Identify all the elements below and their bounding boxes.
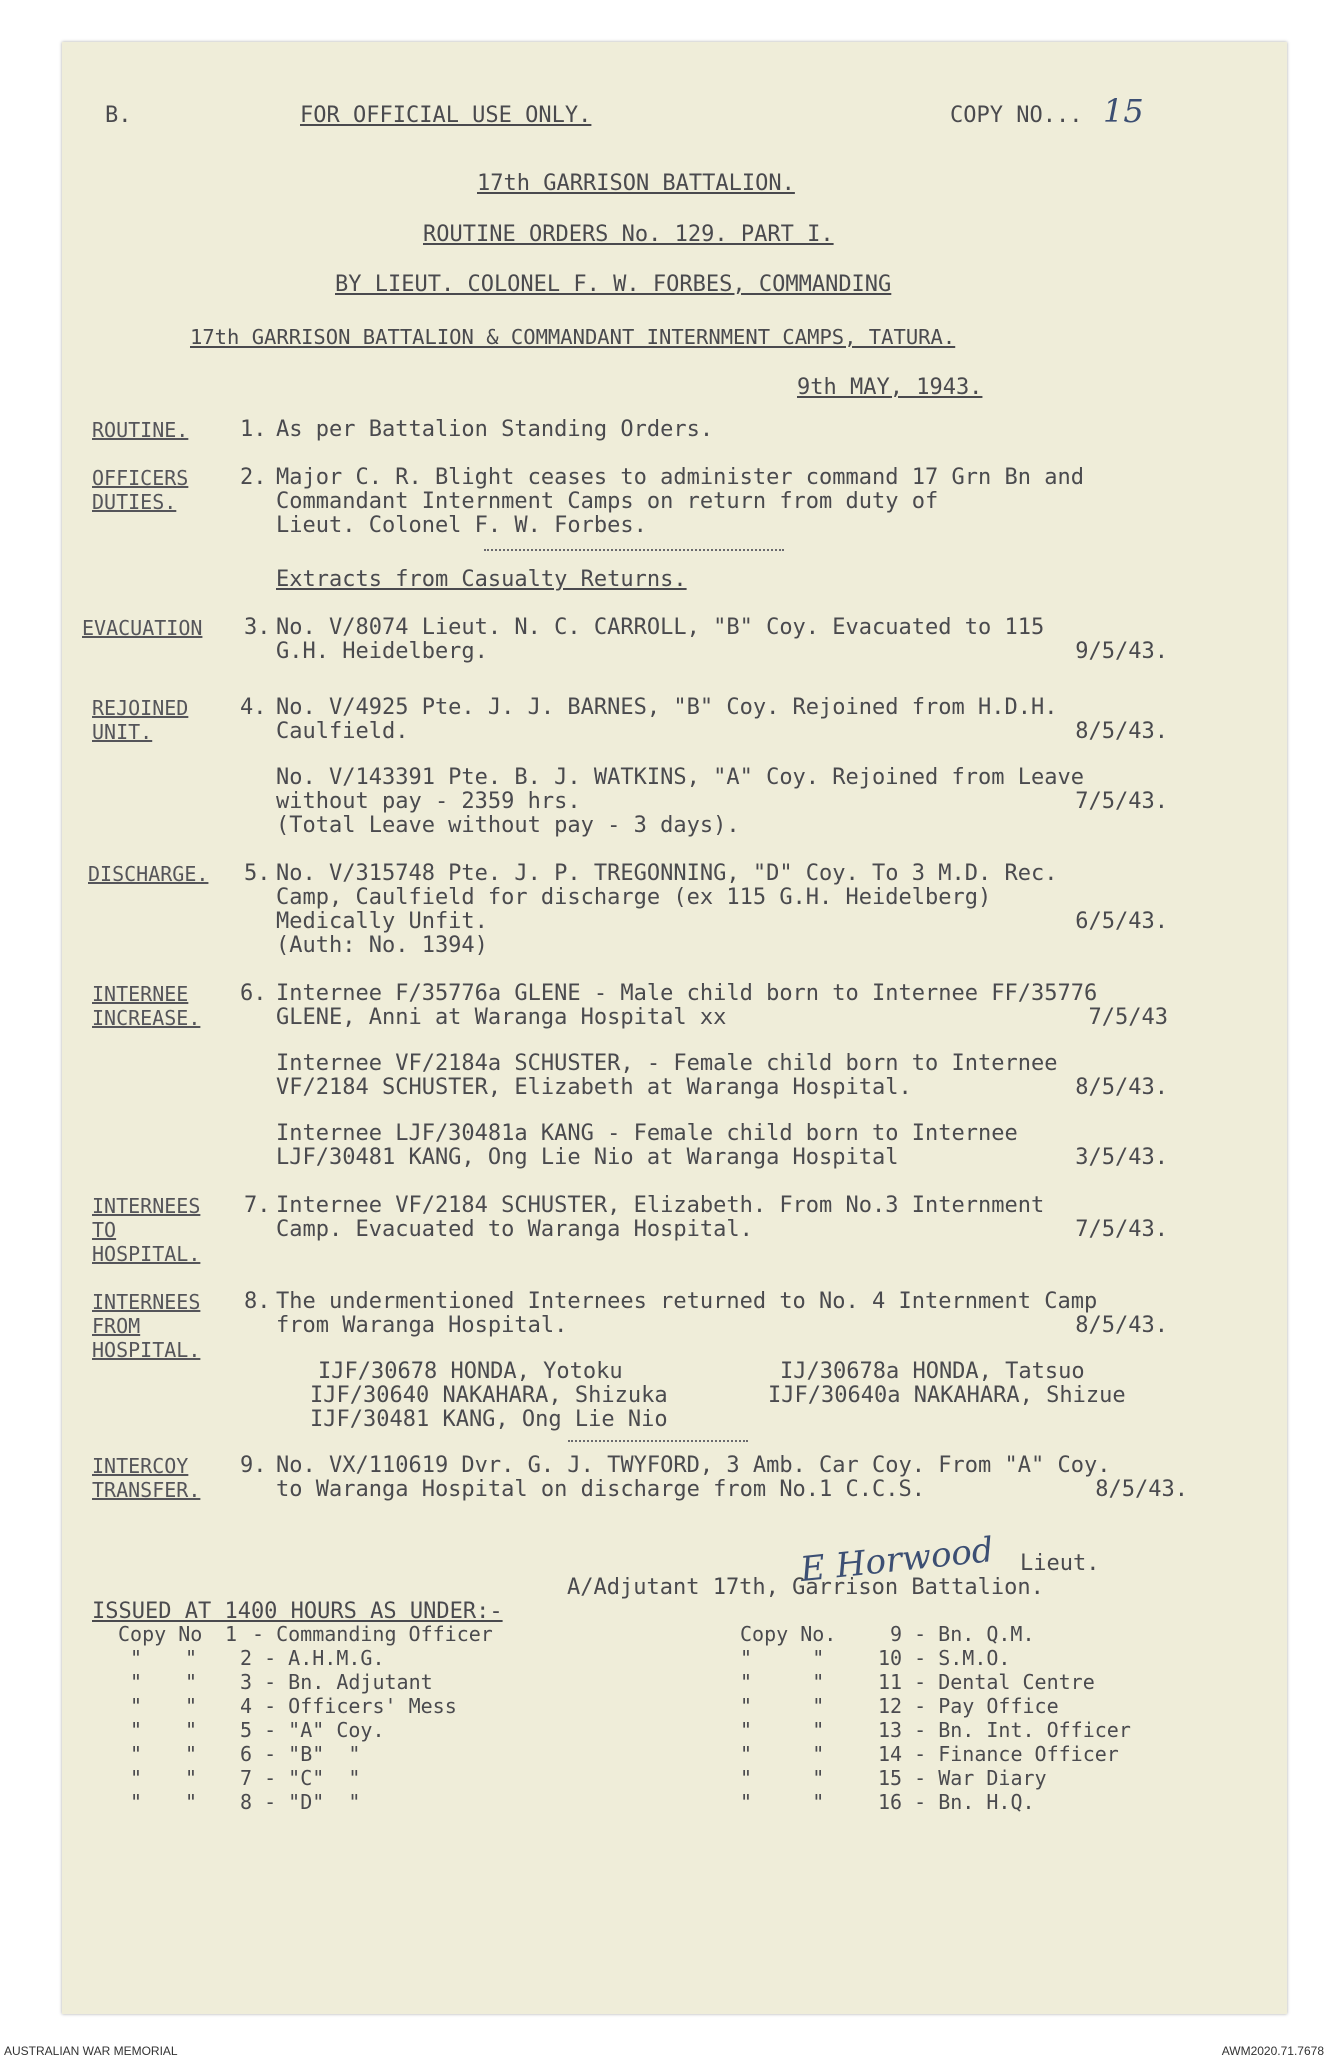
- casualty-heading: Extracts from Casualty Returns.: [276, 567, 687, 592]
- distribution-copy-col: " ": [740, 1742, 825, 1766]
- entry-text: No. V/315748 Pte. J. P. TREGONNING, "D" Coy. To 3 M.D. Rec.: [276, 861, 1058, 886]
- entry-text: (Total Leave without pay - 3 days).: [276, 813, 740, 838]
- internee-name: IJ/30678a HONDA, Tatsuo: [780, 1359, 1085, 1384]
- side-heading-routine: ROUTINE.: [92, 418, 189, 442]
- item-text: Commandant Internment Camps on return from duty of: [276, 489, 939, 514]
- distribution-recipient: 14 - Finance Officer: [878, 1742, 1119, 1766]
- distribution-recipient: 7 - "C" ": [240, 1766, 361, 1790]
- command-line: 17th GARRISON BATTALION & COMMANDANT INTERNMENT CAMPS, TATURA.: [190, 325, 956, 349]
- entry-date: 7/5/43.: [1075, 789, 1168, 814]
- internee-name: IJF/30678 HONDA, Yotoku: [318, 1359, 623, 1384]
- distribution-copy-col: ": [185, 1670, 198, 1694]
- distribution-recipient: 13 - Bn. Int. Officer: [878, 1718, 1131, 1742]
- distribution-recipient: 4 - Officers' Mess: [240, 1694, 457, 1718]
- distribution-recipient: 2 - A.H.M.G.: [240, 1646, 385, 1670]
- entry-text: The undermentioned Internees returned to No. 4 Internment Camp: [276, 1289, 1098, 1314]
- item-number: 1.: [240, 417, 267, 442]
- distribution-copy-col: " ": [740, 1694, 825, 1718]
- distribution-copy-col: ": [185, 1646, 198, 1670]
- distribution-copy-col: " ": [740, 1766, 825, 1790]
- distribution-recipient: 15 - War Diary: [878, 1766, 1047, 1790]
- commanding-line: BY LIEUT. COLONEL F. W. FORBES, COMMANDING: [335, 272, 892, 297]
- side-heading-internees-from-hospital: INTERNEES FROM HOSPITAL.: [92, 1290, 201, 1362]
- distribution-recipient: 10 - S.M.O.: [878, 1646, 1011, 1670]
- distribution-copy-col: ": [185, 1718, 198, 1742]
- entry-text: No. VX/110619 Dvr. G. J. TWYFORD, 3 Amb. Car Coy. From "A" Coy.: [276, 1453, 1111, 1478]
- order-date: 9th MAY, 1943.: [797, 375, 983, 400]
- internee-name: IJF/30640a NAKAHARA, Shizue: [768, 1383, 1126, 1408]
- item-number: 9.: [240, 1453, 267, 1478]
- distribution-copy-col: " ": [740, 1718, 825, 1742]
- entry-text: Internee VF/2184a SCHUSTER, - Female child born to Internee: [276, 1051, 1058, 1076]
- distribution-recipient: - Commanding Officer: [252, 1622, 493, 1646]
- entry-text: Internee F/35776a GLENE - Male child born to Internee FF/35776: [276, 981, 1098, 1006]
- distribution-recipient: 5 - "A" Coy.: [240, 1718, 385, 1742]
- entry-date: 9/5/43.: [1075, 639, 1168, 664]
- unit-title: 17th GARRISON BATTALION.: [477, 171, 795, 196]
- entry-text: Camp, Caulfield for discharge (ex 115 G.H. Heidelberg): [276, 885, 992, 910]
- item-number: 5.: [244, 861, 271, 886]
- copy-number-handwritten: 15: [1103, 92, 1144, 130]
- side-heading-evacuation: EVACUATION: [82, 616, 203, 640]
- distribution-copy-col: " ": [740, 1646, 825, 1670]
- side-heading-rejoined-unit: REJOINED UNIT.: [92, 696, 189, 744]
- entry-text: Internee VF/2184 SCHUSTER, Elizabeth. From No.3 Internment: [276, 1193, 1045, 1218]
- distribution-copy-col: ": [130, 1670, 143, 1694]
- entry-date: 7/5/43.: [1075, 1217, 1168, 1242]
- distribution-copy-col: ": [185, 1790, 198, 1814]
- side-heading-intercoy-transfer: INTERCOY TRANSFER.: [92, 1454, 201, 1502]
- distribution-copy-col: ": [130, 1766, 143, 1790]
- distribution-copy-col: 1: [225, 1622, 238, 1646]
- entry-date: 8/5/43.: [1075, 1075, 1168, 1100]
- distribution-copy-col: ": [130, 1694, 143, 1718]
- signature-handwritten: E Horwood: [798, 1529, 996, 1591]
- item-text: As per Battalion Standing Orders.: [276, 417, 714, 442]
- distribution-copy-col: ": [130, 1718, 143, 1742]
- distribution-copy-col: Copy No: [118, 1622, 203, 1646]
- footer-left: AUSTRALIAN WAR MEMORIAL: [4, 2044, 178, 2058]
- copy-label: COPY NO...: [950, 103, 1083, 128]
- distribution-copy-col: " ": [740, 1670, 825, 1694]
- entry-text: Medically Unfit.: [276, 909, 488, 934]
- distribution-copy-col: " ": [740, 1790, 825, 1814]
- item-number: 4.: [240, 695, 267, 720]
- item-text: Major C. R. Blight ceases to administer command 17 Grn Bn and: [276, 465, 1084, 490]
- side-heading-discharge: DISCHARGE.: [88, 862, 209, 886]
- entry-text: (Auth: No. 1394): [276, 933, 488, 958]
- footer-right: AWM2020.71.7678: [1221, 2044, 1324, 2058]
- side-heading-internees-to-hospital: INTERNEES TO HOSPITAL.: [92, 1194, 201, 1266]
- distribution-heading: ISSUED AT 1400 HOURS AS UNDER:-: [92, 1599, 503, 1624]
- distribution-recipient: 16 - Bn. H.Q.: [878, 1790, 1035, 1814]
- distribution-copy-col: Copy No.: [740, 1622, 837, 1646]
- entry-text: No. V/143391 Pte. B. J. WATKINS, "A" Coy. Rejoined from Leave: [276, 765, 1084, 790]
- distribution-recipient: 6 - "B" ": [240, 1742, 361, 1766]
- entry-text: from Waranga Hospital.: [276, 1313, 568, 1338]
- item-text: Lieut. Colonel F. W. Forbes.: [276, 513, 647, 538]
- distribution-copy-col: ": [185, 1694, 198, 1718]
- entry-text: without pay - 2359 hrs.: [276, 789, 581, 814]
- separator-rule: [568, 1440, 748, 1442]
- signature-rank: Lieut.: [1020, 1551, 1100, 1576]
- classification: FOR OFFICIAL USE ONLY.: [300, 103, 592, 128]
- distribution-recipient: 9 - Bn. Q.M.: [890, 1622, 1035, 1646]
- distribution-recipient: 3 - Bn. Adjutant: [240, 1670, 433, 1694]
- distribution-copy-col: ": [130, 1742, 143, 1766]
- distribution-copy-col: ": [130, 1646, 143, 1670]
- entry-date: 7/5/43: [1088, 1005, 1168, 1030]
- entry-date: 8/5/43.: [1095, 1477, 1188, 1502]
- entry-date: 8/5/43.: [1075, 1313, 1168, 1338]
- entry-date: 6/5/43.: [1075, 909, 1168, 934]
- distribution-copy-col: ": [130, 1790, 143, 1814]
- internee-name: IJF/30481 KANG, Ong Lie Nio: [310, 1407, 668, 1432]
- side-heading-internee-increase: INTERNEE INCREASE.: [92, 982, 201, 1030]
- item-number: 7.: [244, 1193, 271, 1218]
- distribution-copy-col: ": [185, 1742, 198, 1766]
- entry-date: 3/5/43.: [1075, 1145, 1168, 1170]
- entry-text: Camp. Evacuated to Waranga Hospital.: [276, 1217, 753, 1242]
- entry-text: No. V/8074 Lieut. N. C. CARROLL, "B" Coy. Evacuated to 115: [276, 615, 1045, 640]
- entry-text: LJF/30481 KANG, Ong Lie Nio at Waranga Hospital: [276, 1145, 899, 1170]
- item-number: 6.: [240, 981, 267, 1006]
- distribution-recipient: 8 - "D" ": [240, 1790, 361, 1814]
- entry-text: Internee LJF/30481a KANG - Female child born to Internee: [276, 1121, 1018, 1146]
- separator-rule: [484, 549, 784, 551]
- entry-date: 8/5/43.: [1075, 719, 1168, 744]
- internee-name: IJF/30640 NAKAHARA, Shizuka: [310, 1383, 668, 1408]
- entry-text: GLENE, Anni at Waranga Hospital xx: [276, 1005, 727, 1030]
- orders-title: ROUTINE ORDERS No. 129. PART I.: [423, 222, 834, 247]
- item-number: 8.: [244, 1289, 271, 1314]
- signature-title: A/Adjutant 17th, Garrison Battalion.: [567, 1575, 1044, 1600]
- distribution-copy-col: ": [185, 1766, 198, 1790]
- entry-text: G.H. Heidelberg.: [276, 639, 488, 664]
- item-number: 3.: [244, 615, 271, 640]
- entry-text: VF/2184 SCHUSTER, Elizabeth at Waranga Hospital.: [276, 1075, 912, 1100]
- document-code: B.: [105, 103, 132, 128]
- entry-text: Caulfield.: [276, 719, 409, 744]
- item-number: 2.: [240, 465, 267, 490]
- distribution-recipient: 12 - Pay Office: [878, 1694, 1059, 1718]
- entry-text: No. V/4925 Pte. J. J. BARNES, "B" Coy. Rejoined from H.D.H.: [276, 695, 1058, 720]
- distribution-recipient: 11 - Dental Centre: [878, 1670, 1095, 1694]
- entry-text: to Waranga Hospital on discharge from No.1 C.C.S.: [276, 1477, 926, 1502]
- side-heading-officers-duties: OFFICERS DUTIES.: [92, 466, 189, 514]
